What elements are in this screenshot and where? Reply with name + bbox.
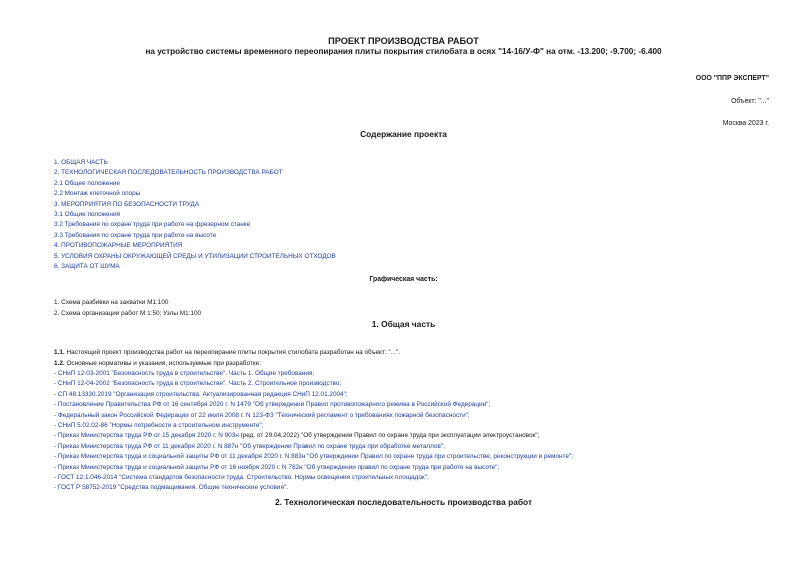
toc-item-3[interactable]: 3. МЕРОПРИЯТИЯ ПО БЕЗОПАСНОСТИ ТРУДА bbox=[54, 200, 200, 208]
table-of-contents bbox=[54, 158, 336, 272]
paragraph-number: 1.1. bbox=[54, 349, 65, 356]
city-year: Москва 2023 г. bbox=[722, 120, 769, 127]
norm-item bbox=[54, 463, 573, 473]
norm-item bbox=[54, 431, 573, 441]
toc-item-3-1[interactable]: 3.1 Общие положения bbox=[54, 211, 120, 219]
toc-item-3-2[interactable]: 3.2 Требования по охране труда при работе на фрезерном станке bbox=[54, 221, 251, 229]
norm-item bbox=[54, 473, 573, 483]
norm-item bbox=[54, 379, 573, 389]
section-1-body bbox=[54, 348, 573, 494]
toc-item-3-3[interactable]: 3.3 Требования по охране труда при работе на высоте bbox=[54, 231, 217, 239]
norm-item bbox=[54, 411, 573, 421]
norm-link[interactable]: - Федеральный закон Российской Федерации от 22 июля 2008 г. N 123-ФЗ "Технический регламент о требованиях пожарной безопасности"; bbox=[54, 411, 470, 419]
toc-item-6[interactable]: 6. ЗАЩИТА ОТ ШУМА bbox=[54, 263, 120, 271]
toc-item-5[interactable]: 5. УСЛОВИЯ ОХРАНЫ ОКРУЖАЮЩЕЙ СРЕДЫ И УТИЛИЗАЦИИ СТРОИТЕЛЬНЫХ ОТХОДОВ bbox=[54, 252, 336, 260]
norm-link[interactable]: - ГОСТ 12.1.046-2014 "Система стандартов безопасности труда. Строительство. Нормы освещения строительных площадок"; bbox=[54, 474, 429, 482]
norm-item bbox=[54, 442, 573, 452]
paragraph-text: Настоящий проект производства работ на переопирание плиты покрытия стилобата разработан на объект: "...". bbox=[64, 349, 401, 356]
toc-item-2-2[interactable]: 2.2 Монтаж клеточной опоры bbox=[54, 190, 141, 198]
norms-list bbox=[54, 369, 573, 494]
company-name: ООО "ППР ЭКСПЕРТ" bbox=[695, 75, 769, 82]
toc-item-2-1[interactable]: 2.1 Общее положение bbox=[54, 179, 120, 187]
object-line: Объект: "..." bbox=[731, 98, 769, 105]
norm-item bbox=[54, 452, 573, 462]
section-1-heading: 1. Общая часть bbox=[371, 319, 436, 329]
norm-link[interactable]: - Приказ Министерства труда РФ от 15 декабря 2020 г. N 903н bbox=[54, 432, 239, 440]
graphic-part-list bbox=[54, 297, 201, 319]
toc-item-1[interactable]: 1. ОБЩАЯ ЧАСТЬ bbox=[54, 159, 108, 166]
norm-text: (ред. от 29.04.2022) "Об утверждении Правил по охране труда при эксплуатации электроустановок"; bbox=[238, 432, 540, 440]
document-title: ПРОЕКТ ПРОИЗВОДСТВА РАБОТ bbox=[328, 36, 479, 46]
norm-item bbox=[54, 369, 573, 379]
norm-link[interactable]: - СНиП 5.02.02-86 "Нормы потребности в строительном инструменте"; bbox=[54, 422, 264, 430]
norm-item bbox=[54, 400, 573, 410]
graphic-item-1: 1. Схема разбивки на захватки М1:100 bbox=[54, 299, 169, 306]
paragraph-1-2 bbox=[54, 359, 573, 370]
section-2-heading: 2. Технологическая последовательность производства работ bbox=[274, 497, 533, 507]
toc-item-4[interactable]: 4. ПРОТИВОПОЖАРНЫЕ МЕРОПРИЯТИЯ bbox=[54, 242, 183, 250]
contents-heading: Содержание проекта bbox=[360, 129, 447, 139]
graphic-part-heading: Графическая часть: bbox=[369, 276, 438, 283]
norm-link[interactable]: - СНиП 12-04-2002 "Безопасность труда в строительстве". Часть 2. Строительное производство; bbox=[54, 380, 342, 388]
norm-item bbox=[54, 483, 573, 493]
norm-link[interactable]: - Приказ Министерства труда и социальной защиты РФ от 16 ноября 2020 г. N 782н "Об утверждении правил по охране труда при работе на высоте"; bbox=[54, 463, 500, 471]
paragraph-number: 1.2. bbox=[54, 359, 65, 367]
graphic-item-2: 2. Схема организации работ М 1:50; Узлы М1:100 bbox=[54, 310, 202, 317]
norm-link[interactable]: - Приказ Министерства труда РФ от 11 декабря 2020 г. N 887н "Об утверждении Правил по охране труда при обработке металлов"; bbox=[54, 442, 445, 450]
document-subtitle: на устройство системы временного переопирания плиты покрытия стилобата в осях "14-16/У-Ф" на отм. -13.200; -9.700; -6.400 bbox=[145, 47, 662, 56]
norm-link[interactable]: - Постановление Правительства РФ от 16 сентября 2020 г. N 1479 "Об утверждении Правил противопожарного режима в Российской Федерации"; bbox=[54, 401, 491, 409]
norm-item bbox=[54, 421, 573, 431]
norm-link[interactable]: - СП 48.13330.2019 "Организация строительства. Актуализированная редакция СНиП 12.01.2004"; bbox=[54, 390, 348, 398]
norm-link[interactable]: - Приказ Министерства труда и социальной защиты РФ от 11 декабря 2020 г. N 883н "Об утверждении Правил по охране труда при строительстве, реконструкции и ремонте"; bbox=[54, 453, 573, 461]
paragraph-1-1 bbox=[54, 348, 573, 359]
toc-item-2[interactable]: 2. ТЕХНОЛОГИЧЕСКАЯ ПОСЛЕДОВАТЕЛЬНОСТЬ ПРОИЗВОДСТВА РАБОТ bbox=[54, 169, 283, 177]
norm-link[interactable]: - СНиП 12-03-2001 "Безопасность труда в строительстве". Часть 1. Общие требования; bbox=[54, 370, 315, 377]
norm-link[interactable]: - ГОСТ Р 58752-2019 "Средства подмащивания. Общие технические условия". bbox=[54, 484, 288, 492]
norm-item bbox=[54, 390, 573, 400]
paragraph-text: Основные нормативы и указания, используемые при разработке: bbox=[64, 359, 261, 367]
